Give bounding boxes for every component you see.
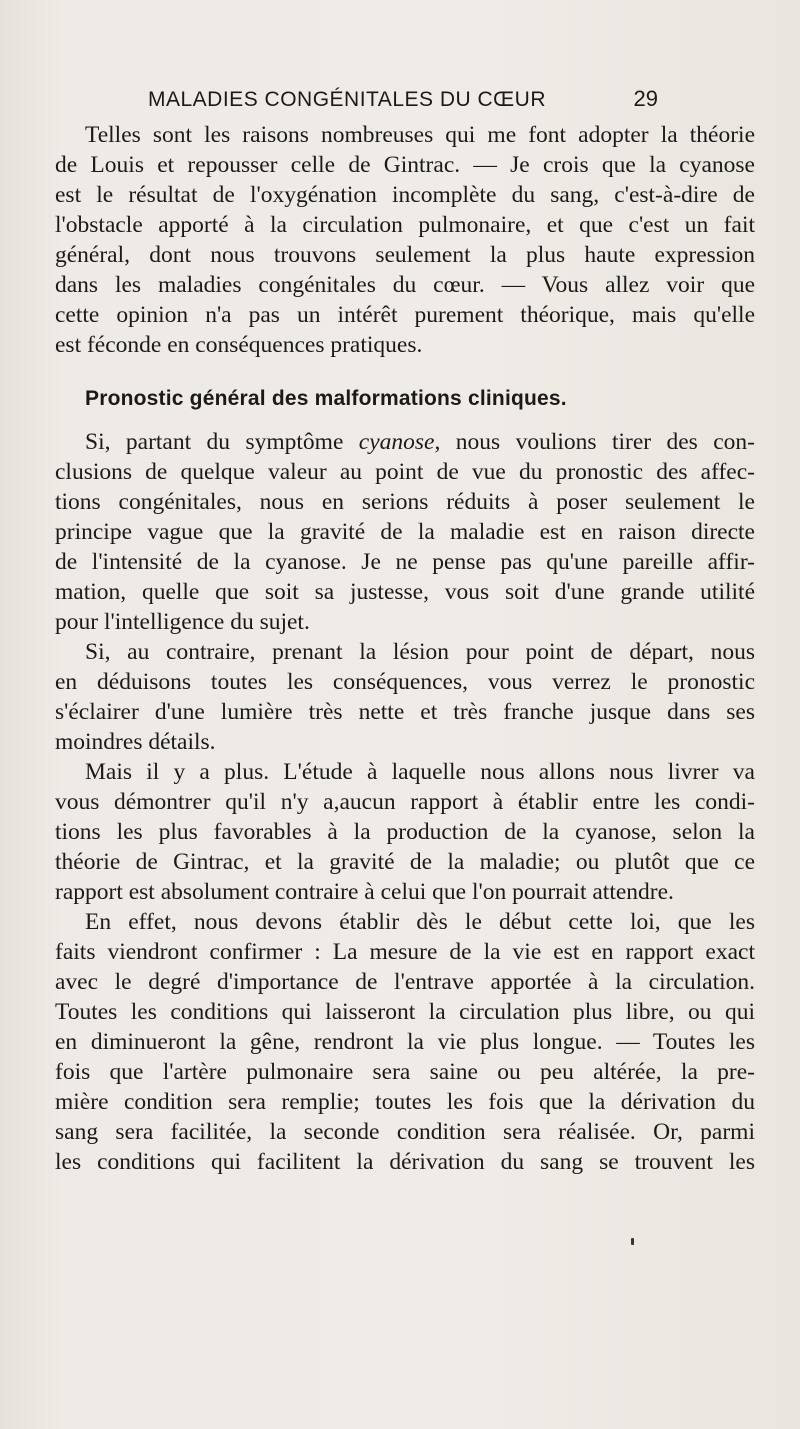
text-line: Si, au contraire, prenant la lésion pour point de départ, nous — [85, 639, 755, 665]
text-line: dans les maladies congénitales du cœur. — Vous allez voir que — [55, 272, 755, 298]
text-line: général, dont nous trouvons seulement la plus haute expression — [55, 242, 755, 268]
text-line: mière condition sera remplie; toutes les fois que la dérivation du — [55, 1089, 755, 1115]
text-line: vous démontrer qu'il n'y a,aucun rapport à établir entre les condi- — [55, 789, 755, 815]
text-line: principe vague que la gravité de la maladie est en raison directe — [55, 519, 755, 545]
paragraph-1 — [55, 427, 755, 637]
text-line: fois que l'artère pulmonaire sera saine ou peu altérée, la pre- — [55, 1059, 755, 1085]
text-line: est féconde en conséquences pratiques. — [55, 332, 423, 358]
text-line: mation, quelle que soit sa justesse, vous soit d'une grande utilité — [55, 579, 755, 605]
text-line: faits viendront confirmer : La mesure de la vie est en rapport exact — [55, 939, 755, 965]
running-title: MALADIES CONGÉNITALES DU CŒUR — [148, 88, 547, 111]
text-line: rapport est absolument contraire à celui que l'on pourrait attendre. — [55, 879, 674, 905]
text-line: cette opinion n'a pas un intérêt purement théorique, mais qu'elle — [55, 302, 755, 328]
running-head — [148, 88, 658, 118]
page-number: 29 — [633, 86, 658, 111]
emphasis-cyanose: cyanose — [358, 429, 435, 455]
section-heading: Pronostic général des malformations cliniques. — [85, 387, 567, 410]
text-line: avec le degré d'importance de l'entrave apportée à la circulation. — [55, 969, 755, 995]
line-text: , nous voulions tirer des con- — [434, 429, 755, 455]
paragraph-3 — [55, 757, 755, 907]
text-line: en déduisons toutes les conséquences, vous verrez le pronostic — [55, 669, 755, 695]
intro-paragraph — [55, 120, 755, 360]
text-line: est le résultat de l'oxygénation incomplète du sang, c'est-à-dire de — [55, 182, 755, 208]
text-line: de Louis et repousser celle de Gintrac. — Je crois que la cyanose — [55, 152, 755, 178]
paragraph-4 — [55, 907, 755, 1177]
text-line: tions congénitales, nous en serions réduits à poser seulement le — [55, 489, 755, 515]
text-line: s'éclairer d'une lumière très nette et très franche jusque dans ses — [55, 699, 755, 725]
text-line: tions les plus favorables à la production de la cyanose, selon la — [55, 819, 755, 845]
ink-speck — [631, 1238, 634, 1245]
text-line: l'obstacle apporté à la circulation pulmonaire, et que c'est un fait — [55, 212, 755, 238]
paragraph-2 — [55, 637, 755, 757]
text-line: clusions de quelque valeur au point de vue du pronostic des affec- — [55, 459, 755, 485]
text-line — [55, 427, 755, 457]
text-line: Mais il y a plus. L'étude à laquelle nous allons nous livrer va — [85, 759, 755, 785]
text-line: moindres détails. — [55, 729, 216, 755]
text-line: Telles sont les raisons nombreuses qui me font adopter la théorie — [85, 122, 755, 148]
line-text: Si, partant du symptôme — [85, 429, 359, 455]
text-line: de l'intensité de la cyanose. Je ne pense pas qu'une pareille affir- — [55, 549, 755, 575]
text-line: les conditions qui facilitent la dérivation du sang se trouvent les — [55, 1149, 755, 1175]
text-line: théorie de Gintrac, et la gravité de la maladie; ou plutôt que ce — [55, 849, 755, 875]
text-line: pour l'intelligence du sujet. — [55, 609, 310, 635]
text-line: sang sera facilitée, la seconde condition sera réalisée. Or, parmi — [55, 1119, 755, 1145]
text-line: en diminueront la gêne, rendront la vie plus longue. — Toutes les — [55, 1029, 755, 1055]
text-line: Toutes les conditions qui laisseront la circulation plus libre, ou qui — [55, 999, 755, 1025]
text-line: En effet, nous devons établir dès le début cette loi, que les — [85, 909, 755, 935]
